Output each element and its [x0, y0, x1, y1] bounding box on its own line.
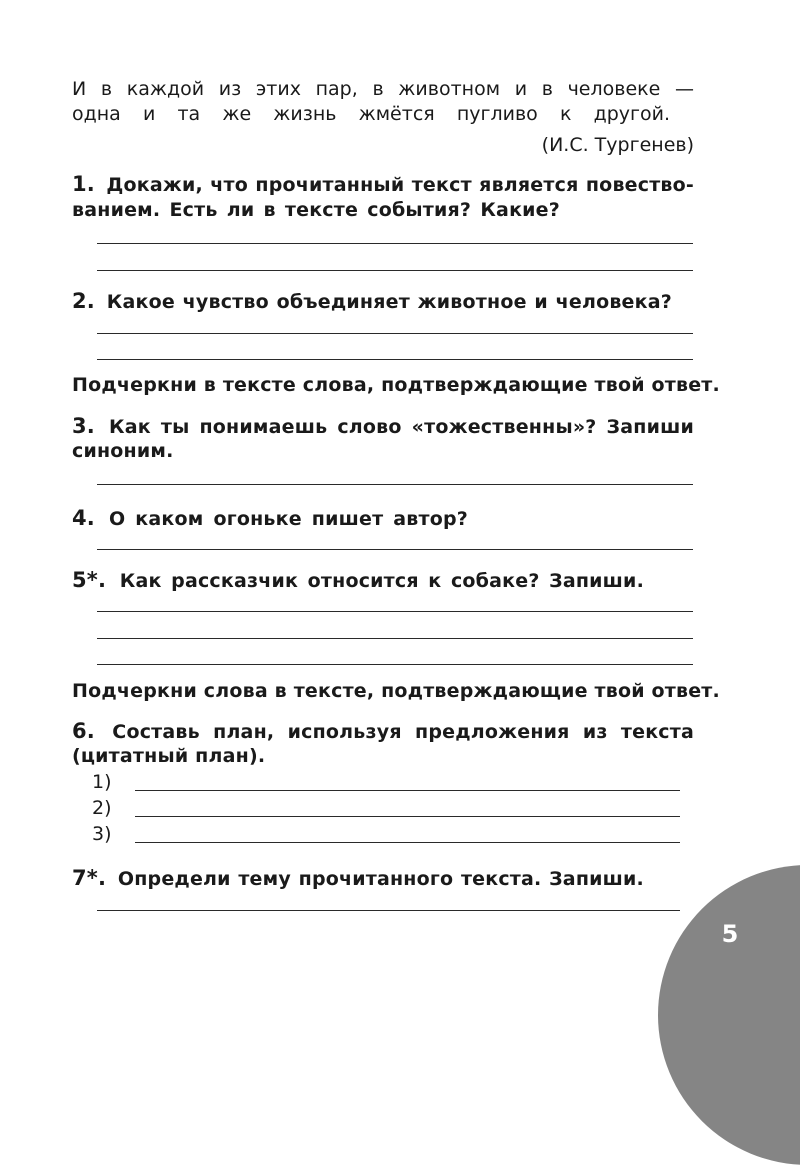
- answer-line-5c[interactable]: [97, 664, 693, 665]
- plan-line-2[interactable]: [135, 816, 680, 817]
- question-3-line-2: синоним.: [72, 440, 174, 462]
- question-3-number: 3.: [72, 414, 95, 438]
- question-1-number: 1.: [72, 172, 95, 196]
- answer-line-1a[interactable]: [97, 243, 693, 244]
- answer-line-1b[interactable]: [97, 270, 693, 271]
- question-2-note: Подчеркни в тексте слова, подтверждающие твой ответ.: [72, 374, 720, 396]
- intro-line-1: И в каждой из этих пар, в животном и в человеке —: [72, 78, 694, 100]
- answer-line-7[interactable]: [97, 910, 680, 911]
- question-2-number: 2.: [72, 289, 95, 313]
- question-5-line-1: [72, 568, 644, 592]
- question-2-line-1: [72, 289, 672, 313]
- answer-line-2a[interactable]: [97, 333, 693, 334]
- question-2-text: Какое чувство объединяет животное и человека?: [106, 291, 672, 313]
- question-7-number: 7*.: [72, 866, 107, 890]
- page-number: 5: [721, 920, 739, 948]
- answer-line-4[interactable]: [97, 549, 693, 550]
- question-5-number: 5*.: [72, 568, 107, 592]
- question-1-text: Докажи, что прочитанный текст является повество-: [106, 174, 694, 196]
- plan-item-number-3: 3): [92, 823, 112, 845]
- answer-line-5a[interactable]: [97, 611, 693, 612]
- question-5-note: Подчеркни слова в тексте, подтверждающие твой ответ.: [72, 680, 720, 702]
- question-3-text: Как ты понимаешь слово «тожественны»? Запиши: [109, 416, 694, 438]
- intro-author: (И.С. Тургенев): [541, 134, 694, 156]
- plan-line-1[interactable]: [135, 790, 680, 791]
- intro-line-2: одна и та же жизнь жмётся пугливо к другой.: [72, 103, 670, 125]
- question-6-number: 6.: [72, 719, 95, 743]
- question-6-line-1: [72, 719, 694, 743]
- answer-line-2b[interactable]: [97, 359, 693, 360]
- plan-item-number-2: 2): [92, 797, 112, 819]
- question-1-line-2: ванием. Есть ли в тексте события? Какие?: [72, 199, 560, 221]
- question-3-line-1: [72, 414, 694, 438]
- question-4-number: 4.: [72, 506, 95, 530]
- answer-line-5b[interactable]: [97, 638, 693, 639]
- question-4-line-1: [72, 506, 468, 530]
- question-7-text: Определи тему прочитанного текста. Запиши.: [117, 868, 644, 890]
- question-6-line-2: (цитатный план).: [72, 745, 266, 767]
- question-4-text: О каком огоньке пишет автор?: [108, 508, 468, 530]
- plan-line-3[interactable]: [135, 842, 680, 843]
- question-7-line-1: [72, 866, 644, 890]
- answer-line-3[interactable]: [97, 484, 693, 485]
- question-1-line-1: [72, 172, 694, 196]
- plan-item-number-1: 1): [92, 771, 112, 793]
- question-6-text: Составь план, используя предложения из текста: [112, 721, 694, 743]
- question-5-text: Как рассказчик относится к собаке? Запиши.: [119, 570, 644, 592]
